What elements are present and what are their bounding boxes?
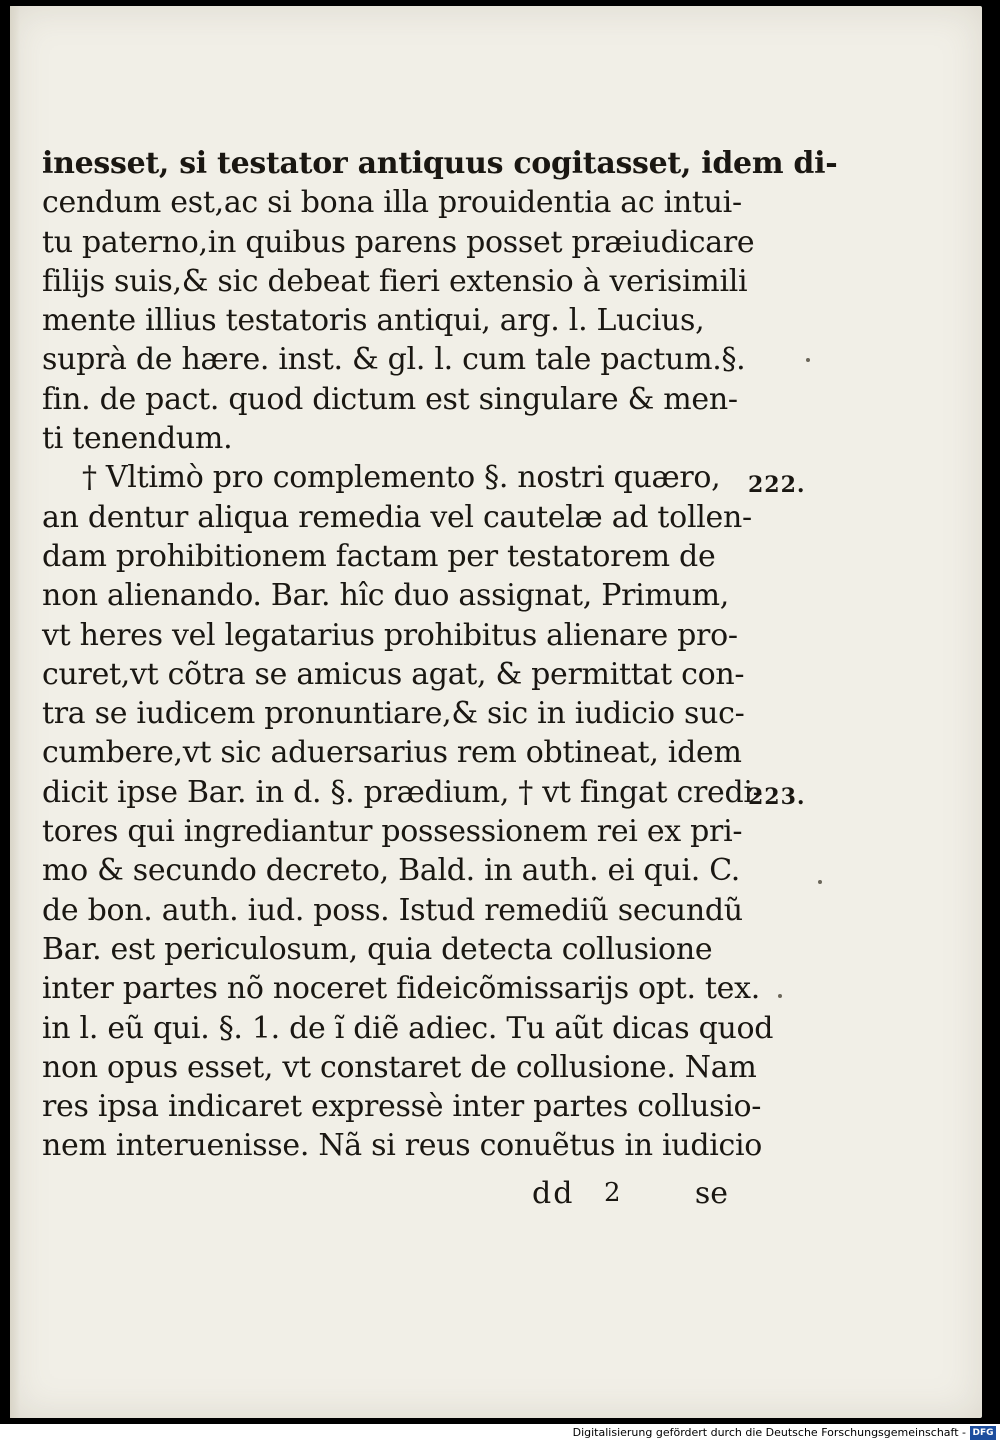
ink-speck (778, 994, 782, 998)
funding-credit: Digitalisierung gefördert durch die Deutsche Forschungsgemeinschaft - (572, 1426, 966, 1439)
signature-number: 2 (604, 1178, 621, 1208)
signature-mark: dd (532, 1176, 575, 1211)
page-footer (42, 1176, 732, 1216)
text-line: Bar. est periculosum, quia detecta collusione (42, 931, 713, 967)
text-line: tu paterno,in quibus parens posset præiudicare (42, 224, 755, 260)
text-line: nem interuenisse. Nã si reus conuẽtus in iudicio (42, 1128, 763, 1164)
text-line: ti tenendum. (42, 421, 233, 457)
text-line: cumbere,vt sic aduersarius rem obtineat, idem (42, 735, 742, 771)
catchword: se (694, 1176, 728, 1211)
text-line: mo & secundo decreto, Bald. in auth. ei qui. C. (42, 853, 741, 889)
book-page (10, 6, 982, 1418)
margin-note: 222. (748, 472, 806, 498)
margin-note: 223. (748, 784, 806, 810)
credit-bar (0, 1424, 1000, 1444)
text-line: mente illius testatoris antiqui, arg. l. Lucius, (42, 303, 705, 339)
text-line: de bon. auth. iud. poss. Istud remediũ secundũ (42, 892, 743, 928)
text-line: dicit ipse Bar. in d. §. prædium, † vt fingat credi- (42, 774, 763, 810)
page-gutter-shadow (10, 6, 20, 1418)
text-line: non alienando. Bar. hîc duo assignat, Primum, (42, 578, 730, 614)
text-line: dam prohibitionem factam per testatorem de (42, 538, 716, 574)
ink-speck (818, 880, 822, 884)
text-line: tra se iudicem pronuntiare,& sic in iudicio suc- (42, 696, 745, 732)
ink-speck (806, 358, 810, 362)
text-line: suprà de hære. inst. & gl. l. cum tale pactum.§. (42, 342, 746, 378)
text-line: inesset, si testator antiquus cogitasset, idem di- (42, 146, 838, 181)
dfg-logo-icon: DFG (970, 1426, 996, 1440)
text-line: res ipsa indicaret expressè inter partes collusio- (42, 1089, 762, 1125)
text-line: fin. de pact. quod dictum est singulare & men- (42, 381, 738, 417)
text-line: non opus esset, vt constaret de collusione. Nam (42, 1049, 757, 1085)
text-line: in l. eũ qui. §. 1. de ĩ diẽ adiec. Tu aũt dicas quod (42, 1010, 774, 1046)
text-line: an dentur aliqua remedia vel cautelæ ad tollen- (42, 499, 752, 535)
text-line: inter partes nõ noceret fideicõmissarijs opt. tex. (42, 971, 760, 1007)
text-line: tores qui ingrediantur possessionem rei ex pri- (42, 814, 743, 850)
text-line: † Vltimò pro complemento §. nostri quæro, (82, 460, 721, 496)
text-line: cendum est,ac si bona illa prouidentia ac intui- (42, 185, 742, 221)
text-line: vt heres vel legatarius prohibitus alienare pro- (42, 617, 738, 653)
text-line: filijs suis,& sic debeat fieri extensio à verisimili (42, 263, 748, 299)
text-line: curet,vt cõtra se amicus agat, & permittat con- (42, 656, 745, 692)
